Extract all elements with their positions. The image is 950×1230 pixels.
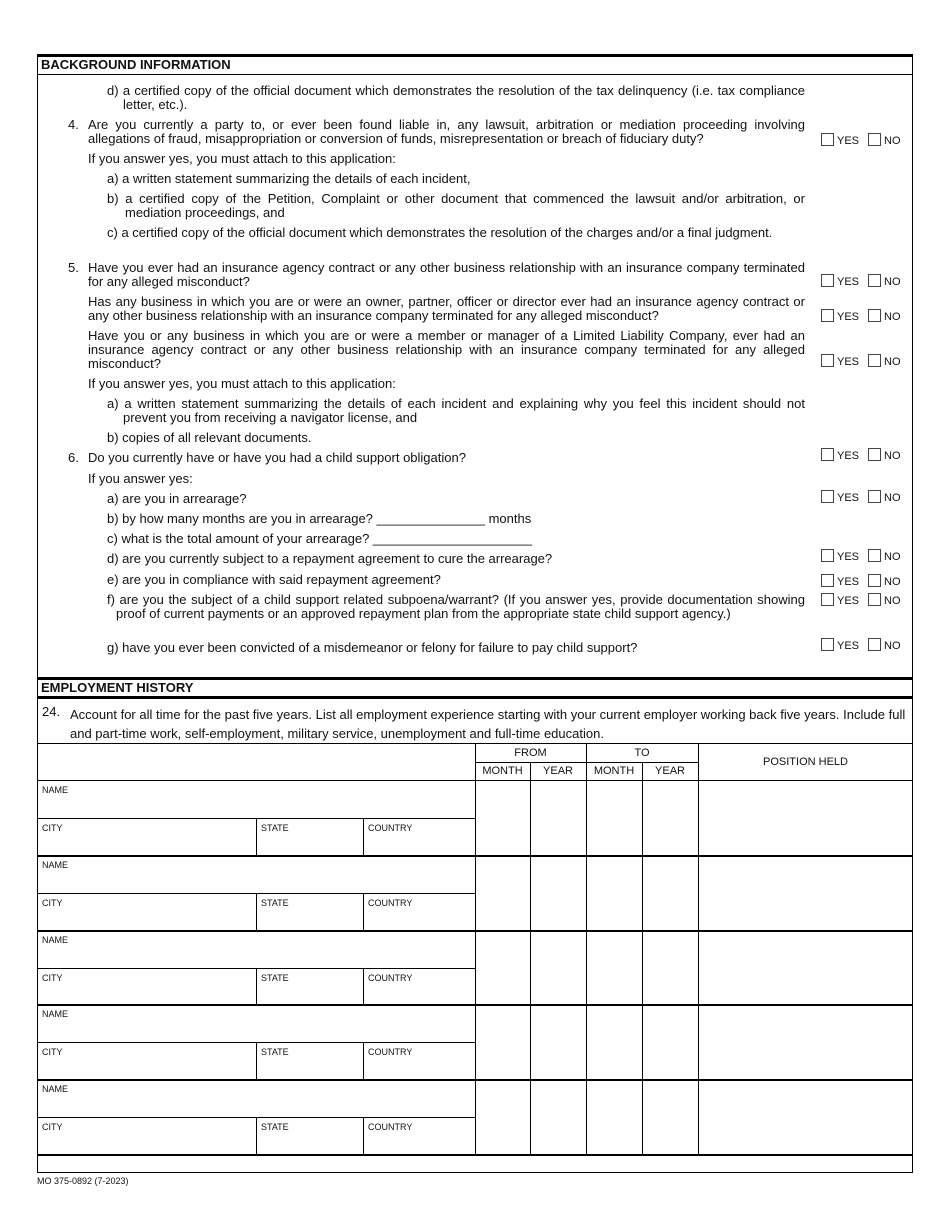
name-label: NAME [42, 1084, 69, 1094]
q4-number: 4. [68, 117, 79, 132]
col-divider [530, 762, 531, 1155]
city-label: CITY [42, 1122, 63, 1132]
q5-2-yes-checkbox[interactable] [821, 309, 834, 322]
q5-number: 5. [68, 260, 79, 275]
q4-text: Are you currently a party to, or ever been found liable in, any lawsuit, arbitration or mediation proceeding involving allegations of fraud, misappropriation or conversion of funds, misrepresentation or breach of fiduciary duty? [88, 117, 805, 146]
country-label: COUNTRY [368, 898, 413, 908]
no-label: NO [884, 450, 901, 462]
item-d-text: d) a certified copy of the official document which demonstrates the resolution of the tax delinquency (i.e. tax compliance letter, etc.). [107, 83, 805, 112]
q5-text-3: Have you or any business in which you are or were a member or manager of a Limited Liability Company, ever had an insurance agency contract or any other business relationship with an insurance company terminated for any alleged misconduct? [88, 328, 805, 371]
q6a-yes-checkbox[interactable] [821, 490, 834, 503]
no-label: NO [884, 640, 901, 652]
from-header: FROM [514, 747, 547, 759]
q24-instructions: Account for all time for the past five years. List all employment experience starting with your current employer working back five years. Include full and part-time work, self-employment, military service, unemployment and full-time education. [70, 707, 906, 741]
state-label: STATE [261, 1122, 289, 1132]
no-label: NO [884, 135, 901, 147]
header-subrule [475, 762, 698, 763]
yes-label: YES [837, 311, 860, 323]
country-label: COUNTRY [368, 973, 413, 983]
q6e-no-checkbox[interactable] [868, 574, 881, 587]
q4-item-c: c) a certified copy of the official document which demonstrates the resolution of the charges and/or a final judgment. [107, 225, 773, 240]
name-label: NAME [42, 785, 69, 795]
row-top-rule [37, 930, 913, 932]
from-month-header: MONTH [482, 765, 523, 777]
name-label: NAME [42, 860, 69, 870]
q6-text: Do you currently have or have you had a child support obligation? [88, 450, 466, 465]
position-header: POSITION HELD [763, 756, 848, 768]
city-label: CITY [42, 1047, 63, 1057]
q4-item-b: b) a certified copy of the Petition, Complaint or other document that commenced the lawsuit and/or arbitration, or mediation proceedings, and [107, 191, 805, 220]
state-divider [363, 1042, 364, 1079]
q5-1-yes-checkbox[interactable] [821, 274, 834, 287]
state-divider [363, 1117, 364, 1154]
city-label: CITY [42, 823, 63, 833]
yes-label: YES [837, 135, 860, 147]
state-divider [363, 818, 364, 855]
from-year-header: YEAR [543, 765, 573, 777]
q6-item-a: a) are you in arrearage? [107, 491, 247, 506]
city-label: CITY [42, 973, 63, 983]
q6-item-c: c) what is the total amount of your arrearage? ______________________ [107, 531, 532, 546]
q5-answer-3 [821, 354, 901, 369]
state-label: STATE [261, 973, 289, 983]
q6-item-b: b) by how many months are you in arrearage? _______________ months [107, 511, 532, 526]
q6f-no-checkbox[interactable] [868, 593, 881, 606]
yes-label: YES [837, 276, 860, 288]
name-label: NAME [42, 1009, 69, 1019]
q6-no-checkbox[interactable] [868, 448, 881, 461]
q6-item-e: e) are you in compliance with said repayment agreement? [107, 572, 441, 587]
q4-item-a: a) a written statement summarizing the details of each incident, [107, 171, 471, 186]
q6g-no-checkbox[interactable] [868, 638, 881, 651]
q6f-answer [821, 593, 901, 608]
col-divider [642, 762, 643, 1155]
yes-label: YES [837, 551, 860, 563]
col-divider [475, 743, 476, 1155]
name-label: NAME [42, 935, 69, 945]
q6-item-d: d) are you currently subject to a repayment agreement to cure the arrearage? [107, 551, 553, 566]
no-label: NO [884, 276, 901, 288]
yes-label: YES [837, 640, 860, 652]
state-label: STATE [261, 898, 289, 908]
state-divider [363, 968, 364, 1005]
q5-3-no-checkbox[interactable] [868, 354, 881, 367]
col-divider [698, 743, 699, 1155]
city-divider [256, 968, 257, 1005]
country-label: COUNTRY [368, 823, 413, 833]
employment-heading: EMPLOYMENT HISTORY [37, 677, 913, 699]
no-label: NO [884, 356, 901, 368]
q5-item-a: a) a written statement summarizing the details of each incident and explaining why you feel this incident should not prevent you from receiving a navigator license, and [107, 396, 805, 425]
yes-label: YES [837, 356, 860, 368]
yes-label: YES [837, 450, 860, 462]
country-label: COUNTRY [368, 1047, 413, 1057]
city-divider [256, 818, 257, 855]
q5-1-no-checkbox[interactable] [868, 274, 881, 287]
q6d-answer [821, 549, 901, 564]
q6-number: 6. [68, 450, 79, 465]
q5-attach-text: If you answer yes, you must attach to this application: [88, 376, 396, 391]
no-label: NO [884, 492, 901, 504]
q6g-answer [821, 638, 901, 653]
q5-text: Have you ever had an insurance agency contract or any other business relationship with an insurance company terminated for any alleged misconduct? [88, 260, 805, 289]
q6-item-g: g) have you ever been convicted of a misdemeanor or felony for failure to pay child support? [107, 640, 638, 655]
q6e-yes-checkbox[interactable] [821, 574, 834, 587]
q4-no-checkbox[interactable] [868, 133, 881, 146]
col-divider [586, 743, 587, 1155]
to-month-header: MONTH [593, 765, 635, 777]
form-number: MO 375-0892 (7-2023) [37, 1176, 129, 1186]
no-label: NO [884, 311, 901, 323]
no-label: NO [884, 576, 901, 588]
q6a-answer [821, 490, 901, 505]
state-label: STATE [261, 1047, 289, 1057]
q5-3-yes-checkbox[interactable] [821, 354, 834, 367]
state-label: STATE [261, 823, 289, 833]
q6d-yes-checkbox[interactable] [821, 549, 834, 562]
row-top-rule [37, 780, 913, 781]
yes-label: YES [837, 576, 860, 588]
q6-yes-checkbox[interactable] [821, 448, 834, 461]
q6-item-f: f) are you the subject of a child support related subpoena/warrant? (If you answer yes, provide documentation showing proof of current payments or an approved repayment plan from the appropriate state child support agency.) [107, 592, 805, 621]
q6-answer [821, 448, 901, 463]
row-top-rule [37, 855, 913, 857]
q5-item-b: b) copies of all relevant documents. [107, 430, 312, 445]
yes-label: YES [837, 595, 860, 607]
q6e-answer [821, 574, 901, 589]
q6a-no-checkbox[interactable] [868, 490, 881, 503]
background-heading: BACKGROUND INFORMATION [37, 54, 913, 75]
q5-answer-1 [821, 274, 901, 289]
state-divider [363, 893, 364, 930]
city-divider [256, 893, 257, 930]
to-year-header: YEAR [655, 765, 685, 777]
country-label: COUNTRY [368, 1122, 413, 1132]
city-divider [256, 1117, 257, 1154]
city-divider [256, 1042, 257, 1079]
q5-answer-2 [821, 309, 901, 324]
table-bottom-rule [37, 1154, 913, 1156]
q6d-no-checkbox[interactable] [868, 549, 881, 562]
q5-text-2: Has any business in which you are or were an owner, partner, officer or director ever had an insurance agency contract or any other business relationship with an insurance company terminated for any alleged misconduct? [88, 294, 805, 323]
q5-2-no-checkbox[interactable] [868, 309, 881, 322]
q24-number: 24. [42, 704, 61, 719]
city-label: CITY [42, 898, 63, 908]
no-label: NO [884, 551, 901, 563]
row-top-rule [37, 1004, 913, 1006]
q6f-yes-checkbox[interactable] [821, 593, 834, 606]
q4-attach-text: If you answer yes, you must attach to this application: [88, 151, 396, 166]
q4-answer [821, 133, 901, 148]
yes-label: YES [837, 492, 860, 504]
no-label: NO [884, 595, 901, 607]
q6g-yes-checkbox[interactable] [821, 638, 834, 651]
row-top-rule [37, 1079, 913, 1081]
to-header: TO [634, 747, 650, 759]
q6-ifyes-text: If you answer yes: [88, 471, 193, 486]
q4-yes-checkbox[interactable] [821, 133, 834, 146]
